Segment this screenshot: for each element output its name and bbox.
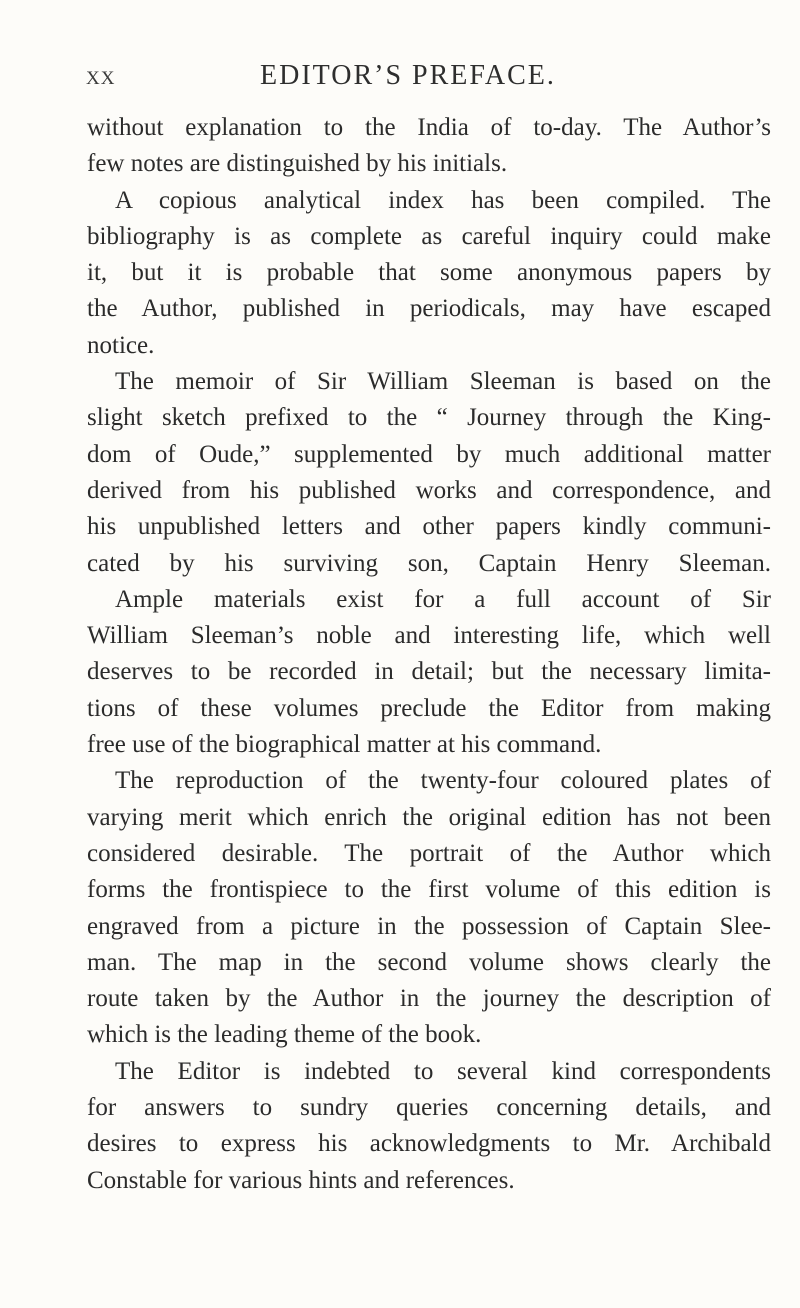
running-head: EDITOR’S PREFACE.: [260, 60, 556, 91]
text-line: which is the leading theme of the book.: [87, 1021, 482, 1049]
text-line: Ample materials exist for a full account of Sir: [115, 585, 771, 613]
text-line: slight sketch prefixed to the “ Journey through the King-: [87, 404, 771, 432]
text-line: it, but it is probable that some anonymous papers by: [87, 259, 771, 287]
text-line: considered desirable. The portrait of the Author which: [87, 839, 771, 867]
page-number: XX: [86, 68, 116, 89]
text-line: The Editor is indebted to several kind correspondents: [115, 1057, 771, 1085]
text-line: without explanation to the India of to-day. The Author’s: [87, 114, 771, 141]
text-line: derived from his published works and correspondence, and: [87, 476, 771, 504]
text-line: his unpublished letters and other papers kindly communi-: [87, 513, 771, 541]
text-line: deserves to be recorded in detail; but the necessary limita-: [87, 658, 771, 686]
text-line: few notes are distinguished by his initials.: [87, 150, 508, 178]
text-line: man. The map in the second volume shows clearly the: [87, 948, 771, 976]
text-line: the Author, published in periodicals, may have escaped: [87, 295, 771, 323]
text-line: Constable for various hints and references.: [87, 1166, 515, 1194]
text-line: varying merit which enrich the original edition has not been: [87, 803, 771, 831]
page-header: [86, 60, 766, 104]
text-line: The memoir of Sir William Sleeman is based on the: [115, 368, 771, 396]
text-line: desires to express his acknowledgments to Mr. Archibald: [87, 1130, 771, 1158]
text-line: forms the frontispiece to the first volume of this edition is: [87, 876, 771, 904]
text-line: engraved from a picture in the possession of Captain Slee-: [87, 912, 771, 940]
text-line: route taken by the Author in the journey the description of: [87, 985, 771, 1013]
text-line: free use of the biographical matter at his command.: [87, 731, 602, 759]
text-line: bibliography is as complete as careful inquiry could make: [87, 222, 771, 250]
text-line: The reproduction of the twenty-four coloured plates of: [115, 767, 771, 795]
text-line: A copious analytical index has been compiled. The: [115, 186, 771, 214]
preface-text: [87, 110, 771, 1199]
text-line: dom of Oude,” supplemented by much additional matter: [87, 440, 771, 468]
text-line: tions of these volumes preclude the Editor from making: [87, 694, 771, 722]
text-line: for answers to sundry queries concerning details, and: [87, 1094, 771, 1122]
text-line: William Sleeman’s noble and interesting life, which well: [87, 622, 771, 650]
text-line: notice.: [87, 331, 155, 359]
text-line: cated by his surviving son, Captain Henry Sleeman.: [87, 549, 771, 577]
